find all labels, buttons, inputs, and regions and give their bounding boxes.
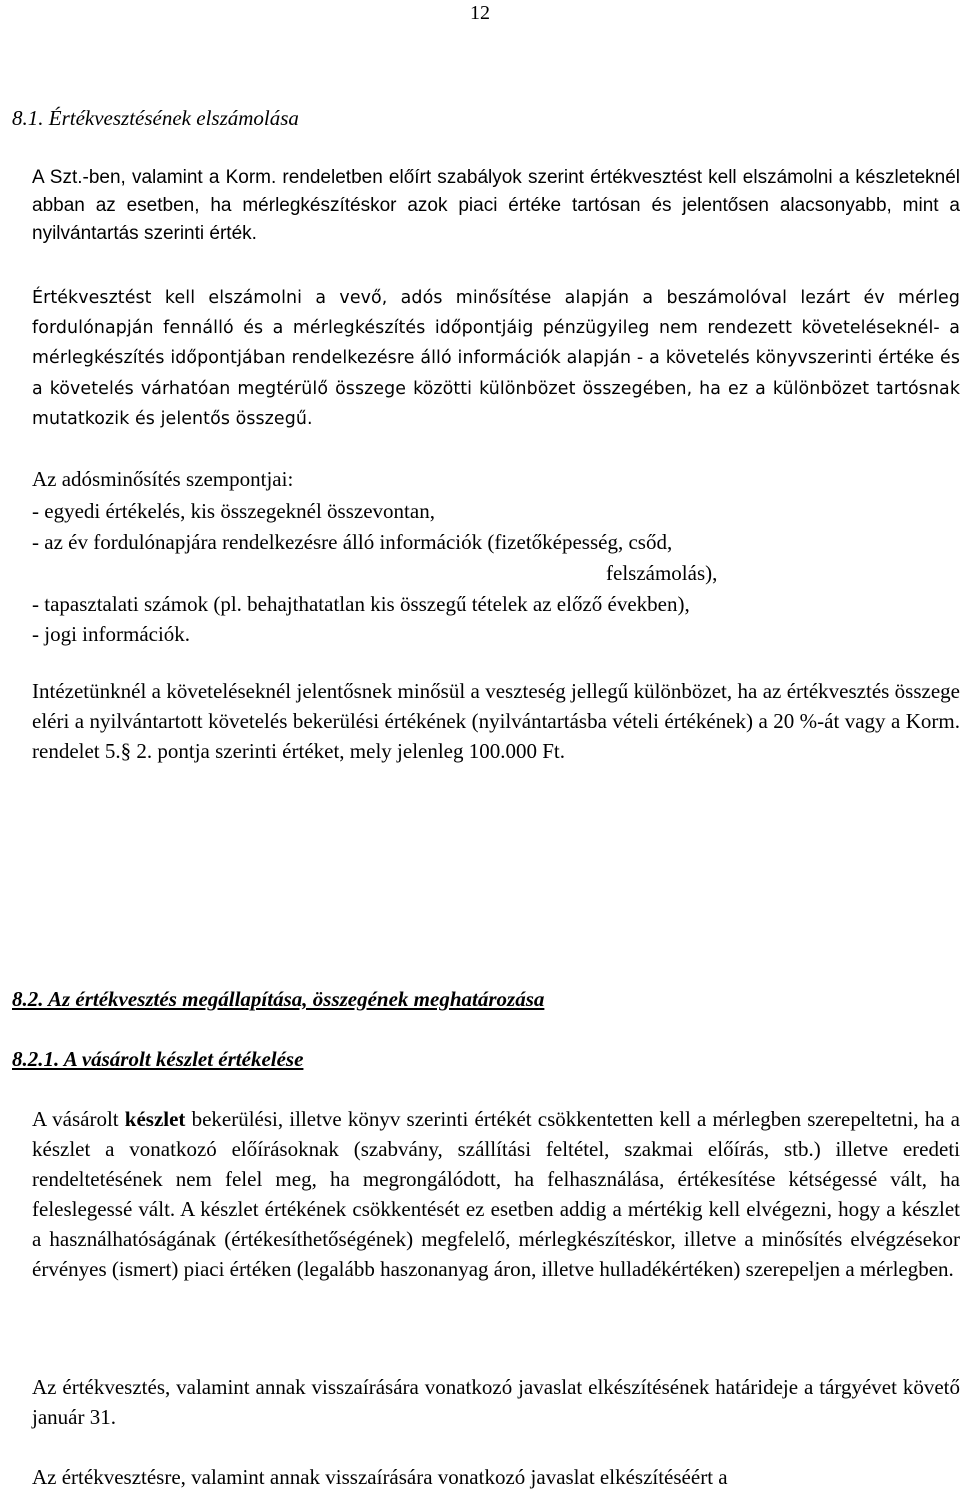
page-number: 12 [470, 2, 490, 24]
receivables-paragraph: Értékvesztést kell elszámolni a vevő, adós minősítése alapján a beszámolóval lezárt év mérleg fordulónapján fennálló és a mérlegkészítés időpontjáig pénzügyileg nem rendezett követeléseknél- a mérlegkészítés időpontjában rendelkezésre álló információk alapján - a követelés könyvszerinti értéke és a követelés várhatóan megtérülő összege közötti különbözet összegében, ha ez a különbözet tartósnak mutatkozik és jelentős összegű. [32, 288, 960, 429]
bold-term: készlet [124, 1107, 186, 1131]
criteria-item: - tapasztalati számok (pl. behajthatatlan kis összegű tételek az előző években), [32, 592, 690, 616]
deadline-paragraph: Az értékvesztés, valamint annak visszaírására vonatkozó javaslat elkészítésének határideje a tárgyévet követő január 31. [32, 1375, 960, 1429]
responsibility-paragraph: Az értékvesztésre, valamint annak visszaírására vonatkozó javaslat elkészítéséért a [32, 1465, 728, 1489]
section-heading-8-1: 8.1. Értékvesztésének elszámolása [12, 106, 299, 130]
criteria-title: Az adósminősítés szempontjai: [32, 467, 294, 491]
criteria-item: - az év fordulónapjára rendelkezésre álló információk (fizetőképesség, csőd, [32, 530, 673, 554]
sub-heading-8-2-1: 8.2.1. A vásárolt készlet értékelése [12, 1047, 304, 1071]
paragraph-text: bekerülési, illetve könyv szerinti értékét csökkentetten kell a mérlegben szerepeltetni, ha a készlet a vonatkozó előírásoknak (szabvány, szállítási feltétel, szakmai előírás, stb.) illetve eredeti rendeltetésének nem felel meg, ha megrongálódott, ha felhasználása, értékesítése kétségessé vált, ha feleslegessé vált. A készlet értékének csökkentését ez esetben addig a mértékig kell elvégezni, hogy a készlet a használhatóságának (értékesíthetőségének) megfelelő, mérlegkészítéskor, illetve a minősítés elvégzésekor érvényes (ismert) piaci értéken (legalább haszonanyag áron, illetve hulladékértéken) szerepeljen a mérlegben. [32, 1107, 960, 1281]
criteria-item: - egyedi értékelés, kis összegeknél összevontan, [32, 499, 435, 523]
criteria-item: - jogi információk. [32, 622, 191, 646]
intro-paragraph: A Szt.-ben, valamint a Korm. rendeletben előírt szabályok szerint értékvesztést kell elszámolni a készleteknél abban az esetben, ha mérlegkészítéskor azok piaci értéke tartósan és jelentősen alacsonyabb, mint a nyilvántartás szerinti érték. [32, 167, 960, 244]
purchased-stock-paragraph [32, 1104, 960, 1284]
institution-paragraph: Intézetünknél a követeléseknél jelentősnek minősül a veszteség jellegű különbözet, ha az értékvesztés összege eléri a nyilvántartott követelés bekerülési értékének (nyilvántartásba vételi értékének) a 20 %-át vagy a Korm. rendelet 5.§ 2. pontja szerinti értéket, mely jelenleg 100.000 Ft. [32, 679, 960, 763]
section-heading-8-2: 8.2. Az értékvesztés megállapítása, összegének meghatározása [12, 987, 545, 1011]
paragraph-text: A vásárolt [32, 1107, 125, 1131]
criteria-item-continuation: felszámolás), [606, 561, 718, 585]
